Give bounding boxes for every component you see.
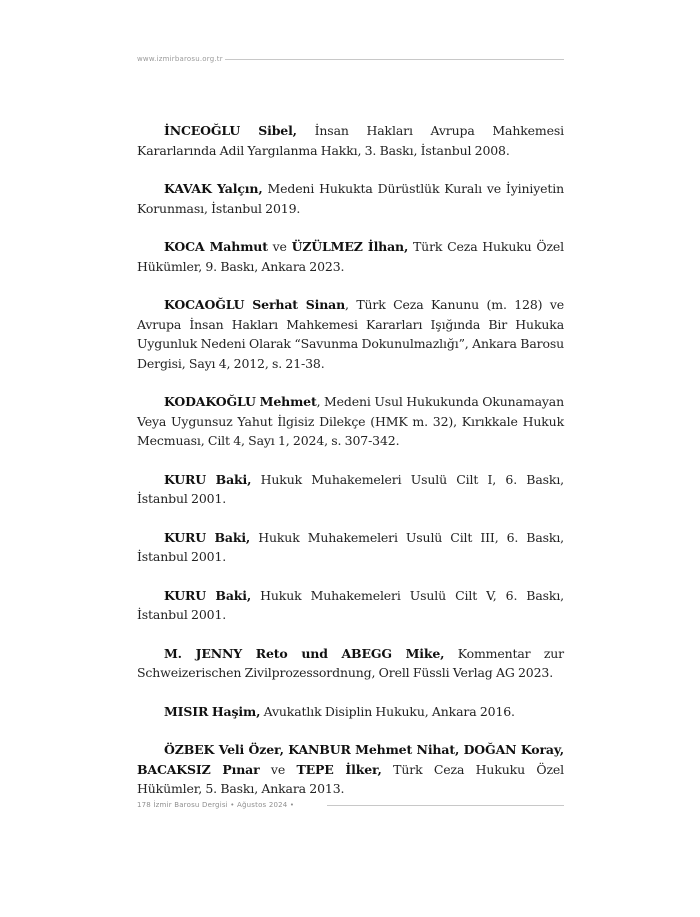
bibliography-entry (137, 470, 564, 509)
entry-connector: ve (259, 761, 297, 777)
entry-connector: ve (267, 239, 292, 254)
bibliography-entry (137, 740, 564, 799)
bibliography-entry (137, 179, 564, 218)
entry-authors: KURU Baki, (164, 471, 252, 487)
entry-title: Hukuk Muhakemeleri Usulü Cilt I, 6. Baskı, İstanbul 2001. (137, 471, 565, 506)
entry-authors: İNCEOĞLU Sibel, (164, 123, 297, 138)
header-url: www.izmirbarosu.org.tr (137, 55, 223, 63)
footer-divider (327, 805, 564, 806)
entry-title: , Medeni Usul Hukukunda Okunamayan Veya Uygunsuz Yahut İlgisiz Dilekçe (HMK m. 32), Kırıkkale Hukuk Mecmuası, Cilt 4, Sayı 1, 2024, s. 307-342. (137, 394, 564, 448)
entry-title: İnsan Hakları Avrupa Mahkemesi Kararlarında Adil Yargılanma Hakkı, 3. Baskı, İstanbul 2008. (137, 123, 564, 158)
entry-authors: MISIR Haşim, (164, 703, 261, 719)
entry-authors: KODAKOĞLU Mehmet (164, 394, 317, 409)
entry-title: Avukatlık Disiplin Hukuku, Ankara 2016. (260, 703, 515, 719)
entry-authors-secondary: ÜZÜLMEZ İlhan, (291, 239, 409, 254)
bibliography-list (137, 121, 564, 818)
entry-title: Hukuk Muhakemeleri Usulü Cilt V, 6. Baskı, İstanbul 2001. (137, 587, 565, 622)
page-header (137, 54, 564, 66)
entry-authors: KOCA Mahmut (164, 239, 268, 254)
entry-authors-secondary: TEPE İlker, (296, 761, 382, 777)
bibliography-entry (137, 392, 564, 451)
entry-title: Türk Ceza Hukuku Özel Hükümler, 9. Baskı, Ankara 2023. (137, 239, 564, 274)
entry-title: Kommentar zur Schweizerischen Zivilprozessordnung, Orell Füssli Verlag AG 2023. (137, 645, 564, 680)
entry-authors: KURU Baki, (164, 587, 252, 603)
entry-authors: ÖZBEK Veli Özer, KANBUR Mehmet Nihat, DOĞAN Koray, BACAKSIZ Pınar (137, 742, 564, 777)
bibliography-entry (137, 702, 564, 722)
entry-title: Medeni Hukukta Dürüstlük Kuralı ve İyiniyetin Korunması, İstanbul 2019. (137, 181, 564, 216)
entry-title: Hukuk Muhakemeleri Usulü Cilt III, 6. Baskı, İstanbul 2001. (137, 529, 564, 564)
header-divider (225, 59, 564, 60)
footer-text: 178 İzmir Barosu Dergisi • Ağustos 2024 • (137, 801, 295, 809)
bibliography-entry (137, 644, 564, 683)
entry-authors: M. JENNY Reto und ABEGG Mike, (164, 645, 445, 661)
bibliography-entry (137, 121, 564, 160)
page-footer (137, 800, 564, 814)
entry-authors: KAVAK Yalçın, (164, 181, 263, 196)
bibliography-entry (137, 295, 564, 373)
entry-authors: KURU Baki, (164, 529, 251, 545)
bibliography-entry (137, 237, 564, 276)
entry-title: , Türk Ceza Kanunu (m. 128) ve Avrupa İnsan Hakları Mahkemesi Kararları Işığında Bir Hukuka Uygunluk Nedeni Olarak “Savunma Dokunulmazlığı”, Ankara Barosu Dergisi, Sayı 4, 2012, s. 21-38. (137, 297, 564, 371)
entry-authors: KOCAOĞLU Serhat Sinan (164, 297, 346, 312)
bibliography-entry (137, 528, 564, 567)
entry-title: Türk Ceza Hukuku Özel Hükümler, 5. Baskı, Ankara 2013. (137, 761, 565, 796)
bibliography-entry (137, 586, 564, 625)
